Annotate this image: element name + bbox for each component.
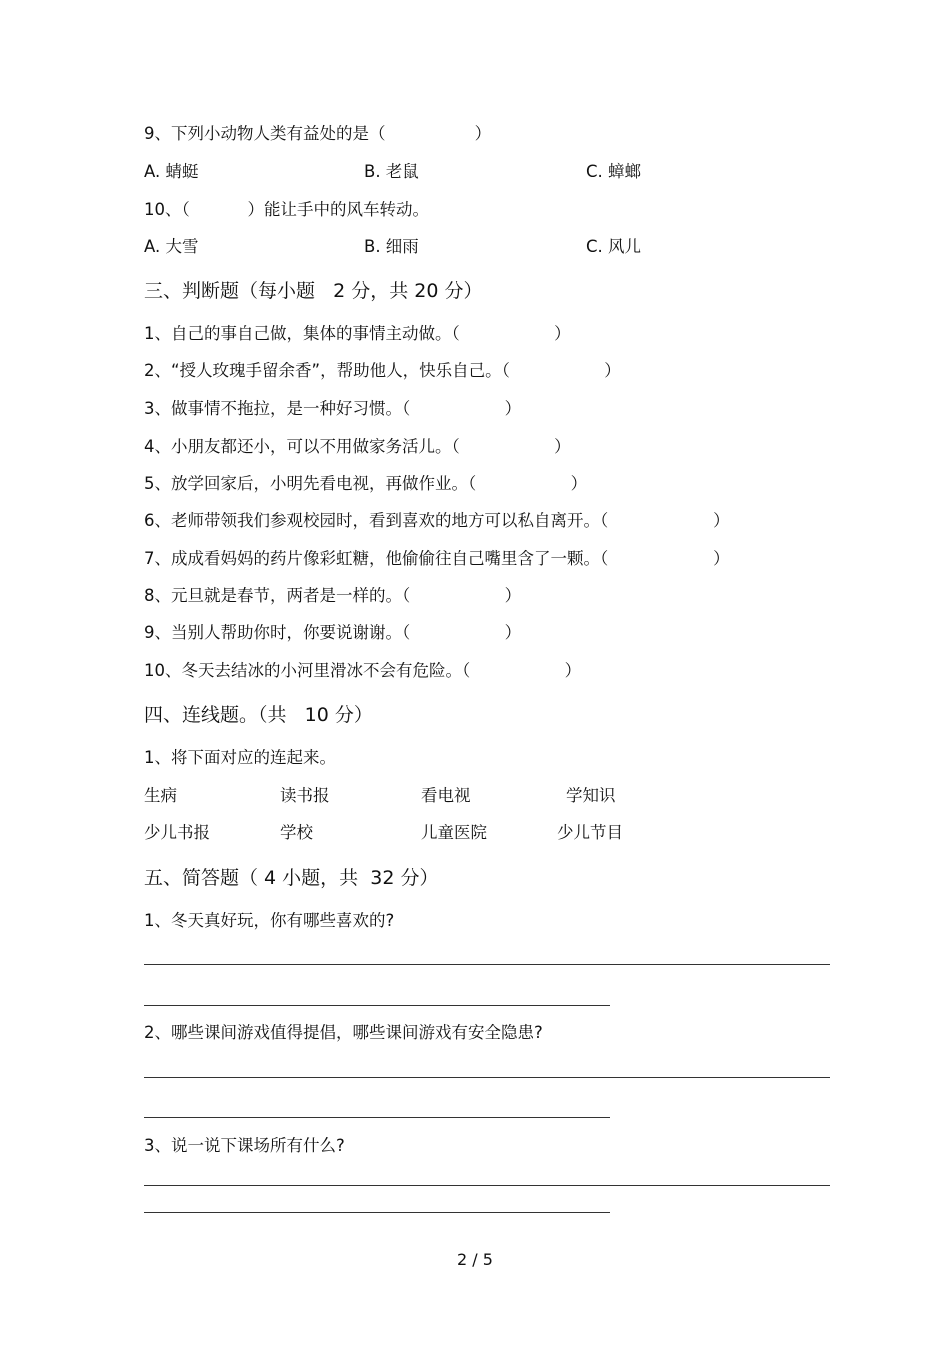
q10-option-b: B. 细雨 — [364, 237, 419, 256]
judge-item-1: 1、自己的事自己做，集体的事情主动做。（ ） — [144, 324, 571, 343]
match-row2-item: 少儿书报 — [144, 823, 210, 842]
match-row2-item: 少儿节目 — [557, 823, 623, 842]
judge-item-5: 5、放学回家后，小明先看电视，再做作业。（ ） — [144, 474, 588, 493]
judge-item-2: 2、“授人玫瑰手留余香”，帮助他人，快乐自己。（ ） — [144, 361, 621, 380]
judge-item-6: 6、老师带领我们参观校园时，看到喜欢的地方可以私自离开。（ ） — [144, 511, 730, 530]
q9-option-b: B. 老鼠 — [364, 162, 419, 181]
short-answer-question-2: 2、哪些课间游戏值得提倡，哪些课间游戏有安全隐患? — [144, 1023, 543, 1042]
judge-item-10: 10、冬天去结冰的小河里滑冰不会有危险。（ ） — [144, 661, 582, 680]
answer-line — [144, 1212, 610, 1213]
q9-option-a: A. 蜻蜓 — [144, 162, 199, 181]
question-10: 10、（ ）能让手中的风车转动。 — [144, 200, 429, 219]
page-number: 2 / 5 — [457, 1250, 493, 1269]
matching-question: 1、将下面对应的连起来。 — [144, 748, 336, 767]
judge-item-9: 9、当别人帮助你时，你要说谢谢。（ ） — [144, 623, 522, 642]
section-3-heading: 三、判断题（每小题 2 分，共 20 分） — [144, 280, 483, 302]
answer-line — [144, 1077, 830, 1078]
short-answer-question-3: 3、说一说下课场所有什么? — [144, 1136, 345, 1155]
q10-option-a: A. 大雪 — [144, 237, 199, 256]
section-5-heading: 五、简答题（ 4 小题，共 32 分） — [144, 867, 439, 889]
match-row1-item: 学知识 — [566, 786, 616, 805]
match-row1-item: 读书报 — [280, 786, 330, 805]
judge-item-3: 3、做事情不拖拉，是一种好习惯。（ ） — [144, 399, 522, 418]
match-row2-item: 学校 — [280, 823, 313, 842]
short-answer-question-1: 1、冬天真好玩，你有哪些喜欢的? — [144, 911, 395, 930]
match-row1-item: 看电视 — [421, 786, 471, 805]
q9-option-c: C. 蟑螂 — [586, 162, 642, 181]
q10-option-c: C. 风儿 — [586, 237, 642, 256]
question-9: 9、下列小动物人类有益处的是（ ） — [144, 124, 492, 143]
judge-item-8: 8、元旦就是春节，两者是一样的。（ ） — [144, 586, 522, 605]
answer-line — [144, 1117, 610, 1118]
match-row1-item: 生病 — [144, 786, 177, 805]
judge-item-7: 7、成成看妈妈的药片像彩虹糖，他偷偷往自己嘴里含了一颗。（ ） — [144, 549, 730, 568]
answer-line — [144, 1005, 610, 1006]
judge-item-4: 4、小朋友都还小，可以不用做家务活儿。（ ） — [144, 437, 571, 456]
match-row2-item: 儿童医院 — [421, 823, 487, 842]
answer-line — [144, 1185, 830, 1186]
answer-line — [144, 964, 830, 965]
section-4-heading: 四、连线题。（共 10 分） — [144, 704, 373, 726]
